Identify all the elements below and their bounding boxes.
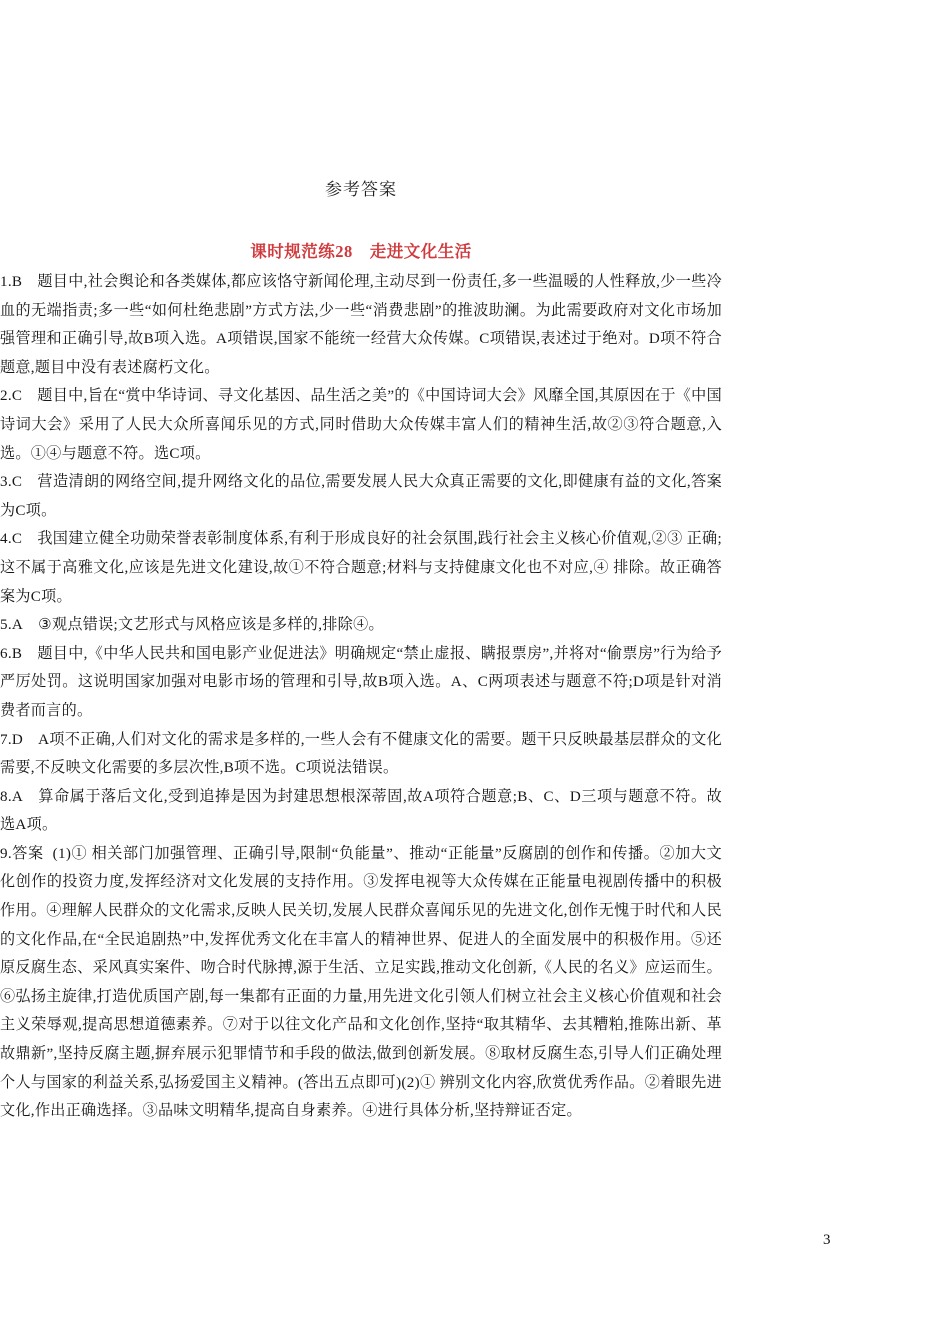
answer-entry-1 <box>0 268 722 382</box>
answer-entry-3 <box>0 468 722 525</box>
answer-number-3: 3.C <box>0 474 23 491</box>
answer-text-1: 题目中,社会舆论和各类媒体,都应该恪守新闻伦理,主动尽到一份责任,多一些温暖的人性释放,少一些冷血的无端指责;多一些“如何杜绝悲剧”方式方法,少一些“消费悲剧”的推波助澜。为此需要政府对文化市场加强管理和正确引导,故B项入选。A项错误,国家不能统一经营大众传媒。C项错误,表述过于绝对。D项不符合题意,题目中没有表述腐朽文化。 <box>0 274 722 376</box>
answer-number-1: 1.B <box>0 274 23 290</box>
answer-text-3: 营造清朗的网络空间,提升网络文化的品位,需要发展人民大众真正需要的文化,即健康有益的文化,答案为C项。 <box>0 474 722 519</box>
answer-number-8: 8.A <box>0 788 24 805</box>
answer-text-5: ③观点错误;文艺形式与风格应该是多样的,排除④。 <box>38 617 384 634</box>
answer-text-8: 算命属于落后文化,受到追捧是因为封建思想根深蒂固,故A项符合题意;B、C、D三项与题意不符。故选A项。 <box>0 788 722 834</box>
answer-entry-2 <box>0 382 722 468</box>
answer-number-9: 9.答案 <box>0 845 44 862</box>
answer-number-2: 2.C <box>0 388 23 405</box>
answer-list <box>0 268 722 1126</box>
answer-number-5: 5.A <box>0 617 24 634</box>
page-title: 参考答案 <box>325 180 397 199</box>
answer-number-6: 6.B <box>0 645 23 662</box>
section-title-sub: 走进文化生活 <box>369 242 472 261</box>
answer-number-7: 7.D <box>0 731 24 748</box>
answer-text-2: 题目中,旨在“赏中华诗词、寻文化基因、品生活之美”的《中国诗词大会》风靡全国,其原因在于《中国诗词大会》采用了人民大众所喜闻乐见的方式,同时借助大众传媒丰富人们的精神生活,故②③符合题意,入选。①④与题意不符。选C项。 <box>0 388 722 462</box>
answer-text-7: A项不正确,人们对文化的需求是多样的,一些人会有不健康文化的需要。题干只反映最基层群众的文化需要,不反映文化需要的多层次性,B项不选。C项说法错误。 <box>0 731 722 777</box>
section-title <box>0 240 722 264</box>
answer-number-4: 4.C <box>0 531 23 548</box>
answer-entry-7 <box>0 726 722 783</box>
answer-text-4: 我国建立健全功勋荣誉表彰制度体系,有利于形成良好的社会氛围,践行社会主义核心价值观,②③ 正确;这不属于高雅文化,应该是先进文化建设,故①不符合题意;材料与支持健康文化也不对应,④ 排除。故正确答案为C项。 <box>0 531 722 605</box>
answer-text-9: (1)① 相关部门加强管理、正确引导,限制“负能量”、推动“正能量”反腐剧的创作和传播。②加大文化创作的投资力度,发挥经济对文化发展的支持作用。③发挥电视等大众传媒在正能量电视剧传播中的积极作用。④理解人民群众的文化需求,反映人民关切,发展人民群众喜闻乐见的先进文化,创作无愧于时代和人民的文化作品,在“全民追剧热”中,发挥优秀文化在丰富人的精神世界、促进人的全面发展中的积极作用。⑤还原反腐生态、采风真实案件、吻合时代脉搏,源于生活、立足实践,推动文化创新,《人民的名义》应运而生。⑥弘扬主旋律,打造优质国产剧,每一集都有正面的力量,用先进文化引领人们树立社会主义核心价值观和社会主义荣辱观,提高思想道德素养。⑦对于以往文化产品和文化创作,坚持“取其精华、去其糟粕,推陈出新、革故鼎新”,坚持反腐主题,摒弃展示犯罪情节和手段的做法,做到创新发展。⑧取材反腐生态,引导人们正确处理个人与国家的利益关系,弘扬爱国主义精神。(答出五点即可)(2)① 辨别文化内容,欣赏优秀作品。②着眼先进文化,作出正确选择。③品味文明精华,提高自身素养。④进行具体分析,坚持辩证否定。 <box>0 845 722 1120</box>
answer-entry-5 <box>0 611 722 640</box>
answer-entry-9 <box>0 840 722 1126</box>
answer-text-6: 题目中,《中华人民共和国电影产业促进法》明确规定“禁止虚报、瞒报票房”,并将对“偷票房”行为给予严厉处罚。这说明国家加强对电影市场的管理和引导,故B项入选。A、C两项表述与题意不符;D项是针对消费者而言的。 <box>0 645 722 719</box>
answer-entry-6 <box>0 640 722 726</box>
answer-entry-8 <box>0 783 722 840</box>
answer-entry-4 <box>0 525 722 611</box>
section-title-main: 课时规范练28 <box>250 242 353 261</box>
page-number: 3 <box>823 1232 831 1248</box>
